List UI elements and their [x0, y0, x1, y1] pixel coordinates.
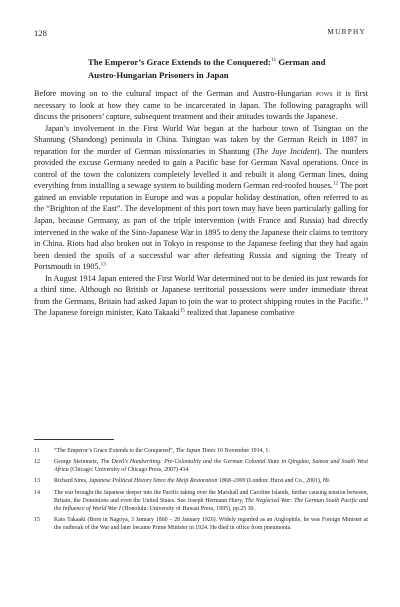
footnote-number: 11 [34, 448, 40, 454]
footnote-text [54, 458, 368, 474]
italic-title: The Devil’s Handwriting: Pre-Coloniality and the German Colonial State in Qingdao, Samoa and South West Africa [54, 459, 368, 474]
footnote-text [54, 477, 368, 485]
footnote-ref[interactable]: 15 [179, 307, 186, 314]
text-run: pows [315, 89, 333, 98]
text-run: “The Emperor’s Grace Extends to the Conquered”, [54, 448, 176, 454]
section-title [88, 54, 342, 82]
text-run: The port gained an enviable reputation in Europe and was a popular holiday destination, often referred to as the “Brighton of the East”. The development of this port town may have been particularly galling for Japan, because Germany, as part of the triple intervention (with France and Russia) had directly intervened in the wake of the Sino-Japanese War in 1895 to deny the Japanese their claims to territory in China. Riots had also broken out in Tokyo in response to the Japanese feeling that they had again been denied the spoils of a successful war after defeating Russia and signing the Treaty of Portsmouth in 1905. [34, 181, 368, 272]
text-run: George Steinmetz, [54, 459, 101, 466]
paragraph-3 [34, 273, 368, 319]
text-run: 10 November 1914, 1. [215, 448, 270, 454]
footnote-number: 14 [34, 489, 40, 496]
paragraph-2 [34, 123, 368, 273]
italic-title: The Neglected War: The German South Pacific and the Influence of World War I [54, 497, 368, 512]
italic-title: The Japan Times [175, 448, 216, 454]
footnote-number: 13 [34, 478, 40, 485]
footnote-ref[interactable]: 12 [332, 180, 339, 187]
text-run: (Chicago: University of Chicago Press, 2007) 434. [68, 467, 190, 474]
text-run: (Honolulu: University of Hawaii Press, 1995), pp.25 30. [120, 505, 255, 512]
footnote-ref[interactable]: 11 [270, 57, 277, 63]
footnote-divider [34, 439, 114, 440]
footnote [34, 516, 368, 532]
footnote [34, 489, 368, 513]
text-run: The Japanese foreign minister, Kato Takaaki [34, 308, 180, 318]
footnote-ref[interactable]: 13 [100, 261, 106, 268]
text-run: In August 1914 Japan entered the First World War determined not to be denied its just rewards for a third time. Although no British or Japanese territorial possessions were under immediate threat from the Germans, Britain had asked Japan to join the war to protect shipping routes in the Pacific. [34, 273, 368, 306]
text-run: it is first necessary to look at how they came to be incarcerated in Japan. The following paragraphs will discuss the prisoners’ capture, subsequent treatment and their attitudes towards the Japanese. [34, 89, 368, 122]
text-run: Japan’s involvement in the First World War began at the harbour town of Tsingtao on the Shantung (Shandong) peninsula in China. Tsingtao was taken by the German Reich in 1897 in reparation for the murder of German missionaries in Shantung ( [34, 123, 368, 156]
paragraph-1 [34, 88, 368, 123]
section-title-text-rest: German and Austro-Hungarian Prisoners in Japan [88, 56, 326, 80]
footnote-number: 12 [34, 459, 40, 466]
footnote [34, 447, 368, 455]
section-title-text: The Emperor’s Grace Extends to the Conquered: [88, 56, 271, 67]
footnote-number: 15 [34, 517, 40, 524]
text-run: Richard Sims, [54, 478, 89, 485]
italic-title: The Juye Incident [255, 146, 317, 156]
footnote-ref[interactable]: 14 [362, 296, 368, 303]
footnote [34, 458, 368, 474]
page-number: 128 [34, 28, 47, 38]
footnote [34, 477, 368, 485]
text-run: (London: Hurst and Co., 2001), 89. [245, 478, 331, 485]
text-run: ). The murders provided the excuse Germany needed to gain a Pacific base for German Naval operations. Once in control of the town the colonizers completely levelled it and rebuilt it along German lines, doing everything from installing a sewage system to building modern German red-roofed houses. [34, 146, 369, 191]
body-text [34, 88, 368, 319]
text-run: Kato Takaaki (Born in Nagoya, 3 January 1860 – 28 January 1926). Widely regarded as an Anglophile, he was Foreign Minister at the outbreak of the War and later became Prime Minister in 1924. He died in office from pneumonia. [54, 517, 368, 532]
footnote-text [54, 489, 368, 513]
running-head: MURPHY [327, 28, 366, 36]
text-run: realized that Japanese combative [185, 308, 295, 318]
text-run: The war brought the Japanese deeper into the Pacific taking over the Marshall and Caroline Islands, further causing tension between, Britain, the Dominions and even the United States. See Joseph Hermann Hiery, [54, 489, 368, 504]
footnotes [34, 447, 368, 535]
footnote-text [54, 447, 368, 455]
text-run: Before moving on to the cultural impact of the German and Austro-Hungarian [34, 89, 316, 98]
italic-title: Japanese Political History Since the Meiji Restoration 1868–2000 [88, 478, 246, 485]
footnote-text [54, 516, 368, 532]
